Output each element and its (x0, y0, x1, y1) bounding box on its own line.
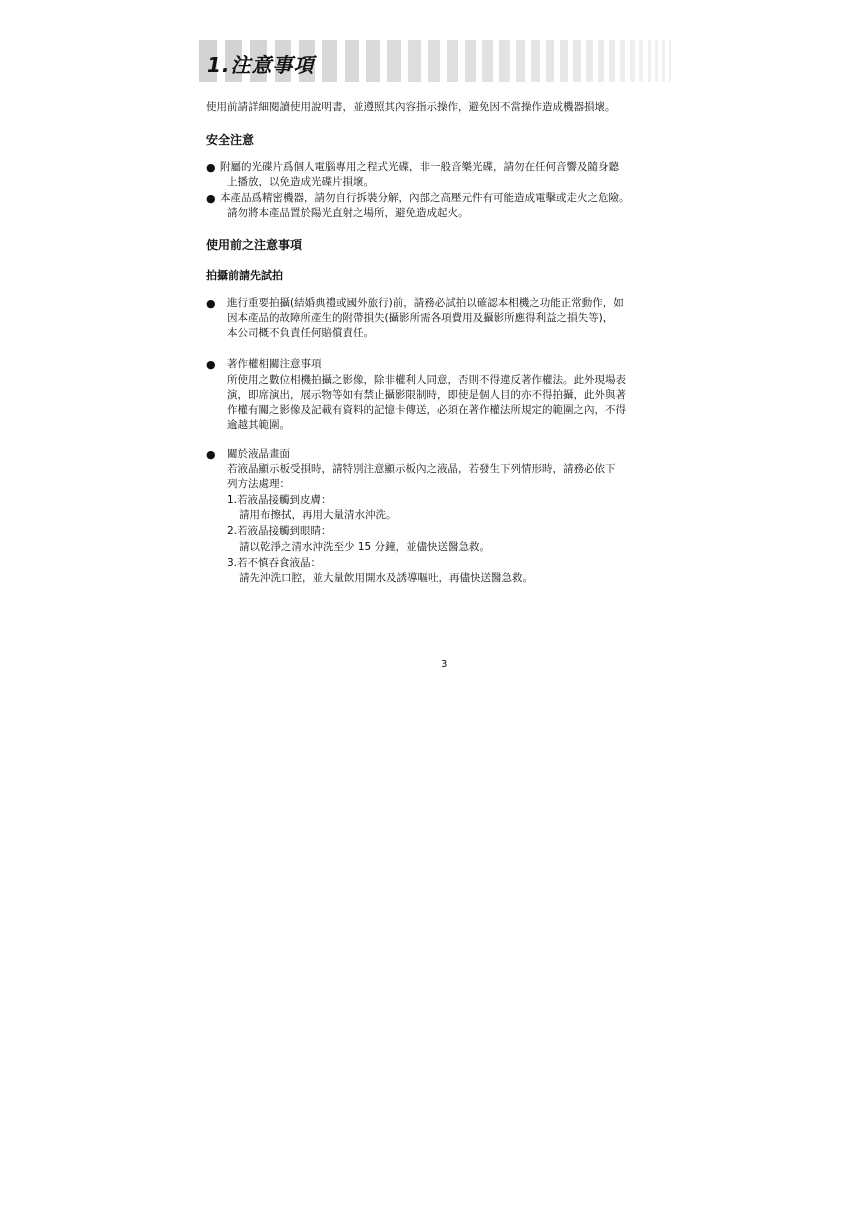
header-stripe (499, 40, 509, 82)
lcd-case-3-action: 請先沖洗口腔，並大量飲用開水及誘導嘔吐，再儘快送醫急救。 (239, 572, 533, 584)
test-shot-line-3: 本公司概不負責任何賠償責任。 (227, 327, 374, 339)
copyright-line-2: 演，即席演出，展示物等如有禁止攝影限制時，即使是個人目的亦不得拍攝，此外與著 (227, 389, 626, 401)
bullet-icon: ● (206, 161, 216, 174)
header-stripe (609, 40, 615, 82)
bullet-icon: ● (206, 448, 216, 461)
header-stripe (322, 40, 337, 82)
lcd-case-2: 2.若液晶接觸到眼睛： (227, 525, 332, 537)
header-stripe (639, 40, 643, 82)
header-stripe (408, 40, 421, 82)
header-stripe (586, 40, 593, 82)
header-stripe (620, 40, 625, 82)
page-number: 3 (441, 659, 448, 670)
safety-item-1-line-1: 附屬的光碟片爲個人電腦專用之程式光碟，非一般音樂光碟，請勿在任何音響及隨身聽 (220, 161, 619, 173)
lcd-line-1: 若液晶顯示板受損時，請特別注意顯示板內之液晶，若發生下列情形時，請務必依下 (227, 463, 616, 475)
header-stripe (447, 40, 459, 82)
safety-item-1-line-2: 上播放，以免造成光碟片損壞。 (227, 176, 374, 188)
header-stripe (465, 40, 476, 82)
bullet-icon: ● (206, 192, 216, 205)
header-stripe (655, 40, 658, 82)
header-stripe (648, 40, 652, 82)
header-stripe (428, 40, 441, 82)
copyright-line-4: 逾越其範圍。 (227, 419, 290, 431)
header-stripe (516, 40, 526, 82)
lcd-title: 關於液晶畫面 (227, 448, 290, 460)
header-stripe (345, 40, 360, 82)
header-stripe (482, 40, 493, 82)
lcd-line-2: 列方法處理： (227, 478, 290, 490)
safety-heading: 安全注意 (206, 133, 255, 147)
chapter-header (199, 40, 673, 82)
chapter-title: 1.注意事項 (207, 53, 315, 77)
copyright-line-1: 所使用之數位相機拍攝之影像，除非權利人同意，否則不得違反著作權法。此外現場表 (227, 374, 626, 386)
copyright-title: 著作權相關注意事項 (227, 358, 322, 370)
lcd-case-1: 1.若液晶接觸到皮膚： (227, 494, 332, 506)
header-stripe (387, 40, 401, 82)
header-stripe (366, 40, 380, 82)
lcd-case-1-action: 請用布擦拭，再用大量清水沖洗。 (239, 509, 397, 521)
header-stripe (573, 40, 581, 82)
header-stripe (630, 40, 635, 82)
test-shot-line-2: 因本產品的故障所產生的附帶損失(攝影所需各項費用及攝影所應得利益之損失等)， (227, 312, 614, 324)
bullet-icon: ● (206, 297, 216, 310)
header-stripe (598, 40, 604, 82)
lcd-case-2-action: 請以乾淨之清水沖洗至少 15 分鐘，並儘快送醫急救。 (239, 541, 491, 553)
precautions-heading: 使用前之注意事項 (206, 238, 303, 252)
header-stripe (669, 40, 671, 82)
test-shot-line-1: 進行重要拍攝(結婚典禮或國外旅行)前，請務必試拍以確認本相機之功能正常動作，如 (227, 297, 624, 309)
header-stripe (662, 40, 665, 82)
safety-item-2-line-2: 請勿將本產品置於陽光直射之場所，避免造成起火。 (227, 207, 469, 219)
header-stripe (546, 40, 555, 82)
lcd-case-3: 3.若不慎吞食液晶： (227, 557, 322, 569)
header-stripe (560, 40, 568, 82)
bullet-icon: ● (206, 358, 216, 371)
test-shot-subheading: 拍攝前請先試拍 (206, 269, 283, 282)
intro-text: 使用前請詳細閱讀使用說明書，並遵照其內容指示操作，避免因不當操作造成機器損壞。 (206, 101, 616, 113)
safety-item-2-line-1: 本產品爲精密機器，請勿自行拆裝分解，內部之高壓元件有可能造成電擊或走火之危險。 (220, 192, 630, 204)
copyright-line-3: 作權有關之影像及記載有資料的記憶卡傳送，必須在著作權法所規定的範圍之內，不得 (227, 404, 626, 416)
header-stripe (531, 40, 540, 82)
